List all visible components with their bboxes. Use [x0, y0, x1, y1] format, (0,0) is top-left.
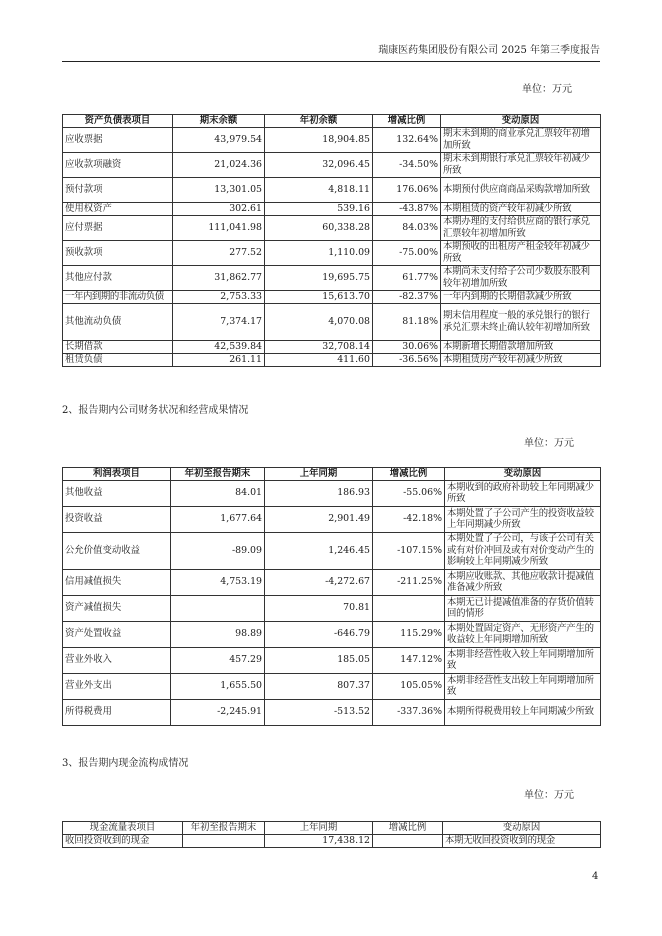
change-reason: 本期处置了子公司产生的投资收益较上年同期减少所致	[445, 506, 601, 532]
period-end-balance: 2,753.33	[173, 290, 265, 303]
change-reason: 本期预付供应商商品采购款增加所致	[441, 177, 601, 202]
table-row	[63, 506, 601, 532]
change-reason: 本期尚未支付给子公司少数股东股利较年初增加所致	[441, 265, 601, 290]
change-ratio: 105.05%	[373, 673, 445, 699]
change-ratio	[373, 595, 445, 621]
column-header: 增减比例	[373, 115, 441, 128]
change-reason: 期末信用程度一般的承兑银行的银行承兑汇票未终止确认较年初增加所致	[441, 303, 601, 340]
item-name: 其他应付款	[63, 265, 173, 290]
year-start-balance: 32,708.14	[265, 340, 373, 353]
change-reason: 本期非经营性收入较上年同期增加所致	[445, 647, 601, 673]
change-ratio: -34.50%	[373, 152, 441, 177]
column-header: 利润表项目	[63, 468, 171, 481]
prior-period-value: 2,901.49	[265, 506, 373, 532]
table-row	[63, 290, 601, 303]
table-row	[63, 177, 601, 202]
cashflow-section-title: 3、报告期内现金流构成情况	[62, 758, 189, 769]
current-period-value: 457.29	[171, 647, 265, 673]
period-end-balance: 21,024.36	[173, 152, 265, 177]
column-header: 年初余额	[265, 115, 373, 128]
table-row	[63, 215, 601, 240]
change-reason: 本期应收账款、其他应收款计提减值准备减少所致	[445, 569, 601, 595]
period-end-balance: 7,374.17	[173, 303, 265, 340]
change-ratio: 176.06%	[373, 177, 441, 202]
change-ratio: -107.15%	[373, 532, 445, 569]
item-name: 资产处置收益	[63, 621, 171, 647]
change-reason: 本期收到的政府补助较上年同期减少所致	[445, 480, 601, 506]
table-row	[63, 340, 601, 353]
change-reason: 本期新增长期借款增加所致	[441, 340, 601, 353]
column-header: 变动原因	[445, 468, 601, 481]
income-section-title: 2、报告期内公司财务状况和经营成果情况	[62, 405, 249, 416]
column-header: 年初至报告期末	[171, 468, 265, 481]
item-name: 营业外收入	[63, 647, 171, 673]
table-row	[63, 265, 601, 290]
table-row	[63, 834, 601, 847]
year-start-balance: 32,096.45	[265, 152, 373, 177]
period-end-balance: 261.11	[173, 353, 265, 366]
item-name: 营业外支出	[63, 673, 171, 699]
table-row	[63, 202, 601, 215]
table-header-row	[63, 822, 601, 835]
year-start-balance: 4,818.11	[265, 177, 373, 202]
current-period-value: 4,753.19	[171, 569, 265, 595]
cash-flow-table	[62, 821, 601, 848]
column-header: 增减比例	[373, 822, 443, 835]
change-ratio: 61.77%	[373, 265, 441, 290]
table-row	[63, 353, 601, 366]
table-header-row	[63, 468, 601, 481]
change-ratio: 81.18%	[373, 303, 441, 340]
item-name: 所得税费用	[63, 699, 171, 725]
column-header: 上年同期	[265, 822, 373, 835]
change-ratio: 132.64%	[373, 127, 441, 152]
item-name: 应付票据	[63, 215, 173, 240]
year-start-balance: 1,110.09	[265, 240, 373, 265]
column-header: 现金流量表项目	[63, 822, 183, 835]
change-reason: 一年内到期的长期借款减少所致	[441, 290, 601, 303]
item-name: 信用减值损失	[63, 569, 171, 595]
prior-period-value: -4,272.67	[265, 569, 373, 595]
column-header: 变动原因	[443, 822, 601, 835]
period-end-balance: 13,301.05	[173, 177, 265, 202]
column-header: 年初至报告期末	[183, 822, 265, 835]
period-end-balance: 111,041.98	[173, 215, 265, 240]
table-row	[63, 303, 601, 340]
change-reason: 本期租赁房产较年初减少所致	[441, 353, 601, 366]
table-row	[63, 647, 601, 673]
change-ratio: -42.18%	[373, 506, 445, 532]
current-period-value: 98.89	[171, 621, 265, 647]
table-row	[63, 621, 601, 647]
item-name: 公允价值变动收益	[63, 532, 171, 569]
item-name: 长期借款	[63, 340, 173, 353]
prior-period-value: 1,246.45	[265, 532, 373, 569]
change-reason: 本期预收的出租房产租金较年初减少所致	[441, 240, 601, 265]
balance-unit-label: 单位：万元	[522, 84, 572, 95]
table-row	[63, 127, 601, 152]
column-header: 上年同期	[265, 468, 373, 481]
period-end-balance: 42,539.84	[173, 340, 265, 353]
prior-period-value: -513.52	[265, 699, 373, 725]
prior-period-value: 807.37	[265, 673, 373, 699]
current-period-value: -89.09	[171, 532, 265, 569]
change-ratio	[373, 834, 443, 847]
item-name: 预收款项	[63, 240, 173, 265]
item-name: 应收票据	[63, 127, 173, 152]
year-start-balance: 411.60	[265, 353, 373, 366]
change-reason: 本期所得税费用较上年同期减少所致	[445, 699, 601, 725]
page-header	[62, 44, 600, 62]
table-row	[63, 240, 601, 265]
change-ratio: -211.25%	[373, 569, 445, 595]
current-period-value: 1,655.50	[171, 673, 265, 699]
change-reason: 本期非经营性支出较上年同期增加所致	[445, 673, 601, 699]
change-reason: 本期无收回投资收到的现金	[443, 834, 601, 847]
year-start-balance: 60,338.28	[265, 215, 373, 240]
item-name: 其他收益	[63, 480, 171, 506]
prior-period-value: 17,438.12	[265, 834, 373, 847]
change-ratio: -82.37%	[373, 290, 441, 303]
item-name: 一年内到期的非流动负债	[63, 290, 173, 303]
change-ratio: -75.00%	[373, 240, 441, 265]
item-name: 使用权资产	[63, 202, 173, 215]
period-end-balance: 302.61	[173, 202, 265, 215]
year-start-balance: 539.16	[265, 202, 373, 215]
change-ratio: 147.12%	[373, 647, 445, 673]
cashflow-unit-label: 单位：万元	[524, 790, 574, 801]
current-period-value: 1,677.64	[171, 506, 265, 532]
change-ratio: -337.36%	[373, 699, 445, 725]
prior-period-value: 185.05	[265, 647, 373, 673]
change-ratio: -36.56%	[373, 353, 441, 366]
change-reason: 本期办理的支付给供应商的银行承兑汇票较年初增加所致	[441, 215, 601, 240]
item-name: 收回投资收到的现金	[63, 834, 183, 847]
year-start-balance: 4,070.08	[265, 303, 373, 340]
item-name: 资产减值损失	[63, 595, 171, 621]
balance-sheet-table	[62, 114, 601, 367]
item-name: 其他流动负债	[63, 303, 173, 340]
change-reason: 本期处置了子公司，与该子公司有关或有对价冲回及或有对价变动产生的影响较上年同期减少所致	[445, 532, 601, 569]
year-start-balance: 18,904.85	[265, 127, 373, 152]
item-name: 投资收益	[63, 506, 171, 532]
table-header-row	[63, 115, 601, 128]
change-ratio: 30.06%	[373, 340, 441, 353]
period-end-balance: 277.52	[173, 240, 265, 265]
change-ratio: 115.29%	[373, 621, 445, 647]
table-row	[63, 595, 601, 621]
table-row	[63, 480, 601, 506]
table-row	[63, 152, 601, 177]
period-end-balance: 31,862.77	[173, 265, 265, 290]
page-number: 4	[592, 871, 599, 882]
column-header: 增减比例	[373, 468, 445, 481]
report-title: 瑞康医药集团股份有限公司 2025 年第三季度报告	[378, 45, 600, 56]
column-header: 期末余额	[173, 115, 265, 128]
period-end-balance: 43,979.54	[173, 127, 265, 152]
current-period-value	[183, 834, 265, 847]
income-statement-table	[62, 467, 601, 726]
table-row	[63, 699, 601, 725]
prior-period-value: -646.79	[265, 621, 373, 647]
change-reason: 本期处置固定资产、无形资产产生的收益较上年同期增加所致	[445, 621, 601, 647]
table-row	[63, 673, 601, 699]
item-name: 应收款项融资	[63, 152, 173, 177]
year-start-balance: 15,613.70	[265, 290, 373, 303]
table-row	[63, 532, 601, 569]
change-ratio: 84.03%	[373, 215, 441, 240]
income-unit-label: 单位：万元	[524, 438, 574, 449]
current-period-value	[171, 595, 265, 621]
change-reason: 期末未到期银行承兑汇票较年初减少所致	[441, 152, 601, 177]
table-row	[63, 569, 601, 595]
prior-period-value: 70.81	[265, 595, 373, 621]
change-ratio: -43.87%	[373, 202, 441, 215]
change-reason: 期末未到期的商业承兑汇票较年初增加所致	[441, 127, 601, 152]
prior-period-value: 186.93	[265, 480, 373, 506]
item-name: 租赁负债	[63, 353, 173, 366]
item-name: 预付款项	[63, 177, 173, 202]
year-start-balance: 19,695.75	[265, 265, 373, 290]
current-period-value: -2,245.91	[171, 699, 265, 725]
change-reason: 本期租赁的资产较年初减少所致	[441, 202, 601, 215]
current-period-value: 84.01	[171, 480, 265, 506]
change-reason: 本期无已计提减值准备的存货价值转回的情形	[445, 595, 601, 621]
column-header: 资产负债表项目	[63, 115, 173, 128]
change-ratio: -55.06%	[373, 480, 445, 506]
column-header: 变动原因	[441, 115, 601, 128]
